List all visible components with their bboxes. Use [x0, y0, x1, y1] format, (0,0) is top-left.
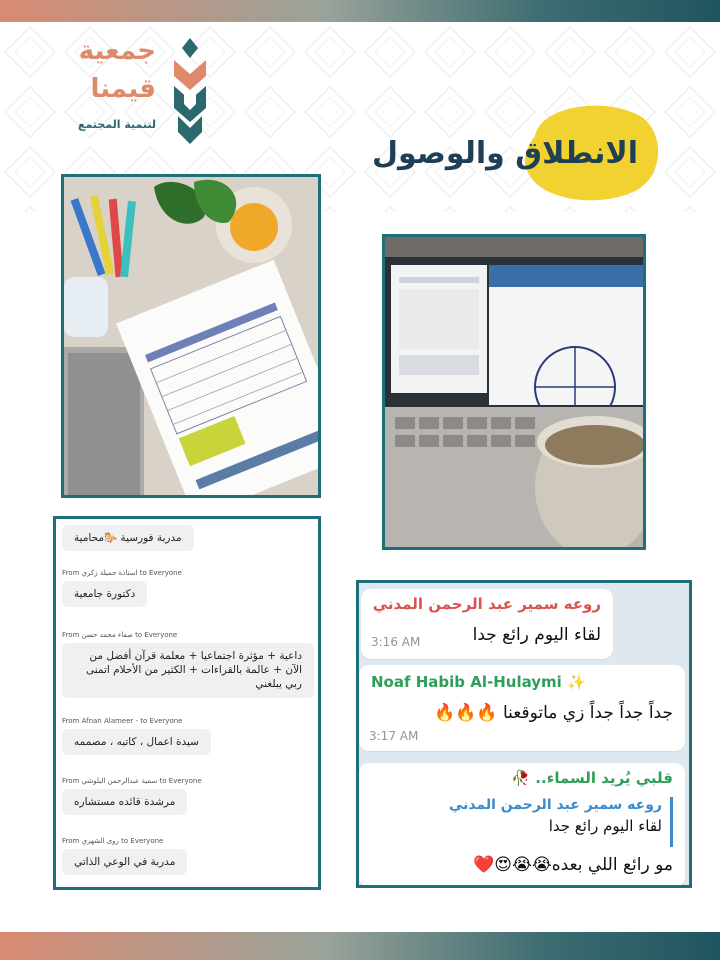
chat-bubble: دكتورة جامعية	[62, 581, 147, 607]
telegram-message	[359, 665, 685, 751]
chat-sender-line: From روى الشهري to Everyone	[62, 837, 164, 845]
telegram-message-time: 3:16 AM	[371, 635, 421, 649]
chat-bubble: مدربة في الوعي الذاتي	[62, 849, 187, 875]
logo-mark-icon	[166, 36, 214, 148]
chat-message	[62, 631, 316, 698]
laptop-photo	[382, 234, 646, 550]
telegram-message	[359, 763, 685, 887]
chat-message	[62, 777, 316, 815]
bottom-gradient-band	[0, 932, 720, 960]
chat-sender-line: From صفاء محمد حسن to Everyone	[62, 631, 178, 639]
chat-sender-line: From سمية عبدالرحمن البلوشي to Everyone	[62, 777, 202, 785]
telegram-message	[361, 589, 613, 659]
chat-message	[62, 717, 316, 755]
telegram-reply-text: لقاء اليوم رائع جدا	[548, 817, 662, 835]
organization-logo	[54, 30, 214, 150]
logo-tagline: لتنمية المجتمع	[77, 118, 156, 131]
chat-bubble: مدربة فورسية 🐎محامية	[62, 525, 194, 551]
page-title: الانطلاق والوصول	[372, 136, 638, 171]
telegram-message-text: جداً جداً جداً زي ماتوقعنا 🔥🔥🔥	[434, 703, 673, 723]
laptop-photo-image	[385, 237, 646, 550]
telegram-reply-quote	[373, 797, 673, 847]
desk-photo-image	[64, 177, 321, 498]
chat-bubble: داعية + مؤثرة اجتماعيا + معلمة قرآن أفضل من الآن + عالمة بالقراءات + الكثير من الأحلام اتمنى ربي يبلغني	[62, 643, 314, 698]
telegram-message-text: لقاء اليوم رائع جدا	[472, 625, 601, 645]
chat-message	[62, 525, 316, 551]
logo-text-line1: جمعية	[78, 36, 156, 66]
telegram-sender-name: قلبي يُريد السماء.. 🥀	[511, 769, 673, 787]
chat-message	[62, 837, 316, 875]
telegram-reply-name: روعه سمير عبد الرحمن المدني	[448, 797, 662, 813]
telegram-sender-name: Noaf Habib Al-Hulaymi ✨	[371, 673, 586, 691]
chat-bubble: مرشدة قائده مستشاره	[62, 789, 187, 815]
chat-sender-line: From Afnan Alameer - to Everyone	[62, 717, 183, 725]
telegram-chat-panel	[356, 580, 692, 888]
chat-sender-line: From استاذة جميلة زكري to Everyone	[62, 569, 182, 577]
telegram-message-time: 3:17 AM	[369, 729, 419, 743]
chat-message	[62, 569, 316, 607]
desk-photo	[61, 174, 321, 498]
chat-bubble: سيدة اعمال ، كاتبه ، مصممه	[62, 729, 211, 755]
zoom-chat-panel	[53, 516, 321, 890]
telegram-sender-name: روعه سمير عبد الرحمن المدني	[372, 595, 601, 613]
telegram-message-text: مو رائع اللي بعده😭😭😍❤️	[473, 855, 673, 875]
top-gradient-band	[0, 0, 720, 22]
logo-text-line2: قيمنا	[90, 74, 156, 104]
